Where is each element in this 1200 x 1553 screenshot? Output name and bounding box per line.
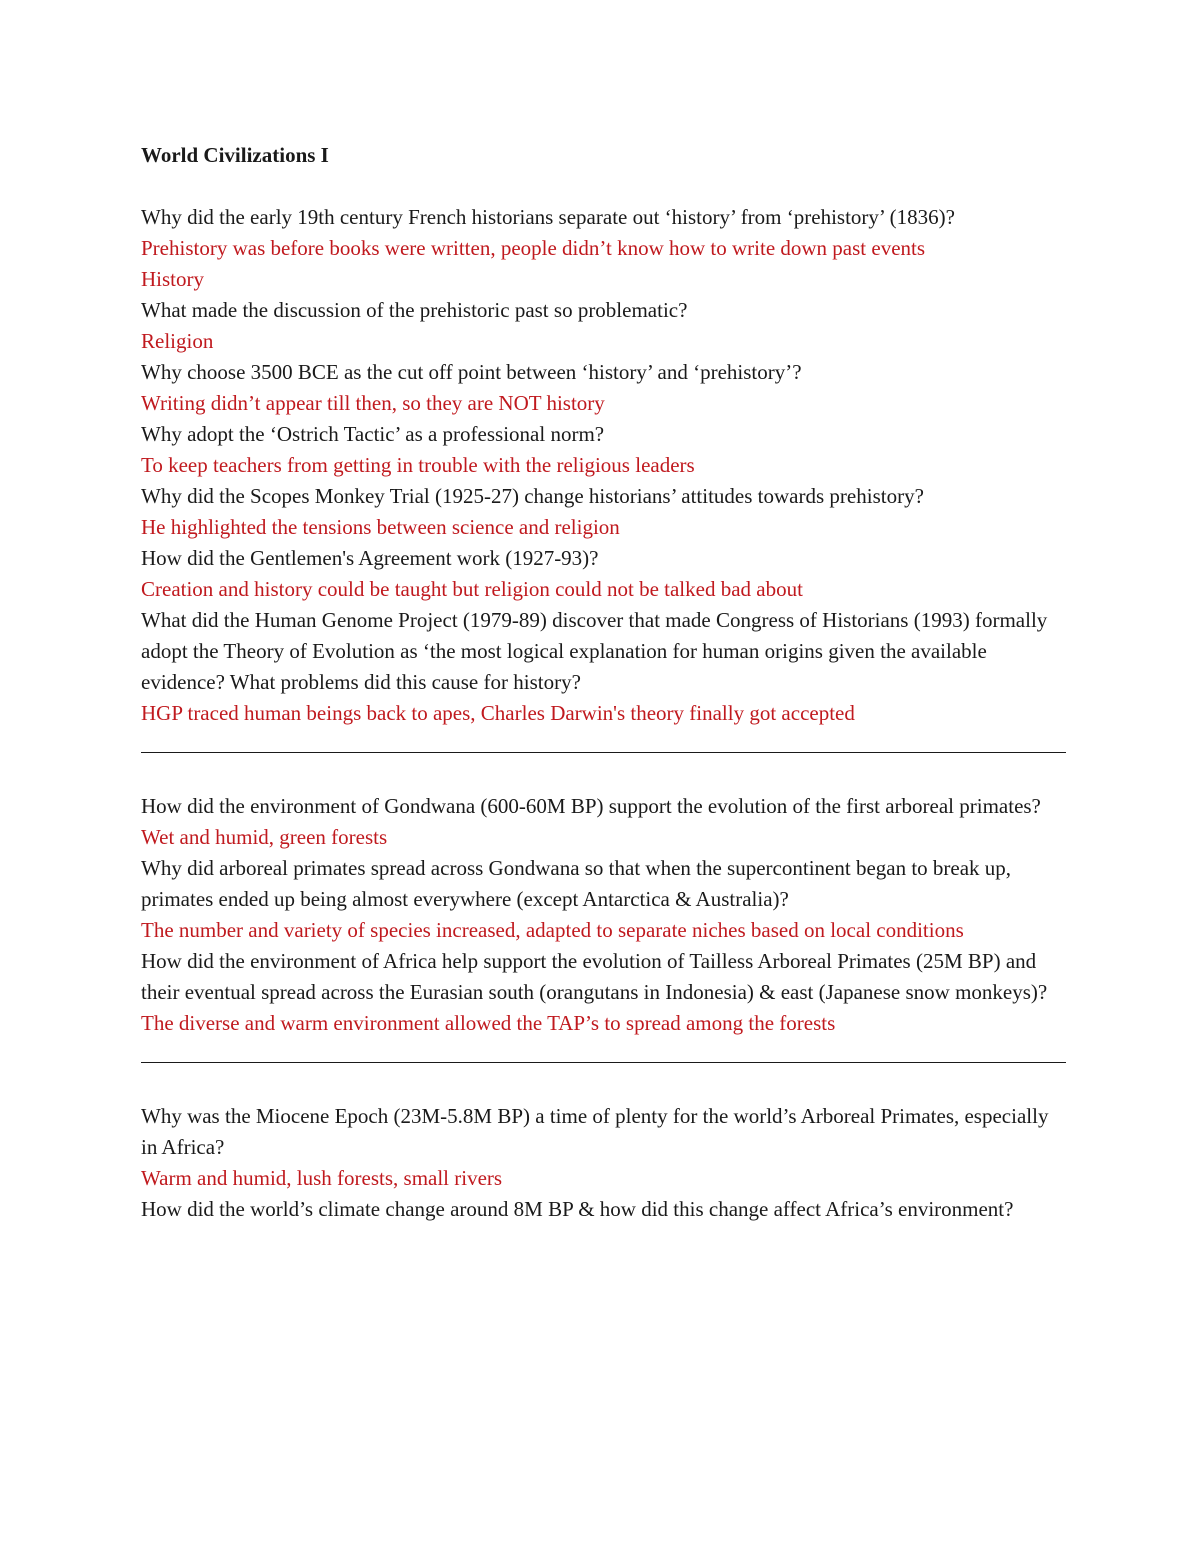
section-divider xyxy=(141,729,1066,760)
question-text: Why was the Miocene Epoch (23M-5.8M BP) a time of plenty for the world’s Arboreal Primates, especially in Africa? xyxy=(141,1104,1049,1159)
answer-text: Creation and history could be taught but religion could not be talked bad about xyxy=(141,577,803,601)
document-body xyxy=(141,202,1066,1225)
answer-text: Writing didn’t appear till then, so they are NOT history xyxy=(141,391,605,415)
question-text: What made the discussion of the prehistoric past so problematic? xyxy=(141,298,688,322)
question-text: How did the environment of Gondwana (600-60M BP) support the evolution of the first arboreal primates? xyxy=(141,794,1041,818)
question-text: Why choose 3500 BCE as the cut off point between ‘history’ and ‘prehistory’? xyxy=(141,360,802,384)
question-text: Why did the Scopes Monkey Trial (1925-27) change historians’ attitudes towards prehistory? xyxy=(141,484,924,508)
question-text: What did the Human Genome Project (1979-89) discover that made Congress of Historians (1993) formally adopt the Theory of Evolution as ‘the most logical explanation for human origins given the available evidence? What problems did this cause for history? xyxy=(141,608,1048,694)
question-section xyxy=(141,791,1066,1039)
question-section xyxy=(141,1101,1066,1225)
answer-text: HGP traced human beings back to apes, Charles Darwin's theory finally got accepted xyxy=(141,701,855,725)
question-text: How did the environment of Africa help support the evolution of Tailless Arboreal Primates (25M BP) and their eventual spread across the Eurasian south (orangutans in Indonesia) & east (Japanese snow monkeys)? xyxy=(141,949,1048,1004)
answer-text: He highlighted the tensions between science and religion xyxy=(141,515,620,539)
document-title: World Civilizations I xyxy=(141,143,329,167)
answer-text: Warm and humid, lush forests, small rivers xyxy=(141,1166,503,1190)
answer-text: The diverse and warm environment allowed the TAP’s to spread among the forests xyxy=(141,1011,836,1035)
document-page xyxy=(141,140,1066,1225)
answer-text: Wet and humid, green forests xyxy=(141,825,388,849)
question-text: How did the world’s climate change around 8M BP & how did this change affect Africa’s environment? xyxy=(141,1197,1014,1221)
answer-text: The number and variety of species increased, adapted to separate niches based on local conditions xyxy=(141,918,964,942)
answer-text: Religion xyxy=(141,329,214,353)
section-divider xyxy=(141,1039,1066,1070)
answer-text: To keep teachers from getting in trouble with the religious leaders xyxy=(141,453,695,477)
question-section xyxy=(141,202,1066,729)
question-text: How did the Gentlemen's Agreement work (1927-93)? xyxy=(141,546,599,570)
answer-text: History xyxy=(141,267,204,291)
answer-text: Prehistory was before books were written, people didn’t know how to write down past events xyxy=(141,236,926,260)
question-text: Why did arboreal primates spread across Gondwana so that when the supercontinent began to break up, primates ended up being almost everywhere (except Antarctica & Australia)? xyxy=(141,856,1012,911)
question-text: Why adopt the ‘Ostrich Tactic’ as a professional norm? xyxy=(141,422,605,446)
question-text: Why did the early 19th century French historians separate out ‘history’ from ‘prehistory’ (1836)? xyxy=(141,205,955,229)
